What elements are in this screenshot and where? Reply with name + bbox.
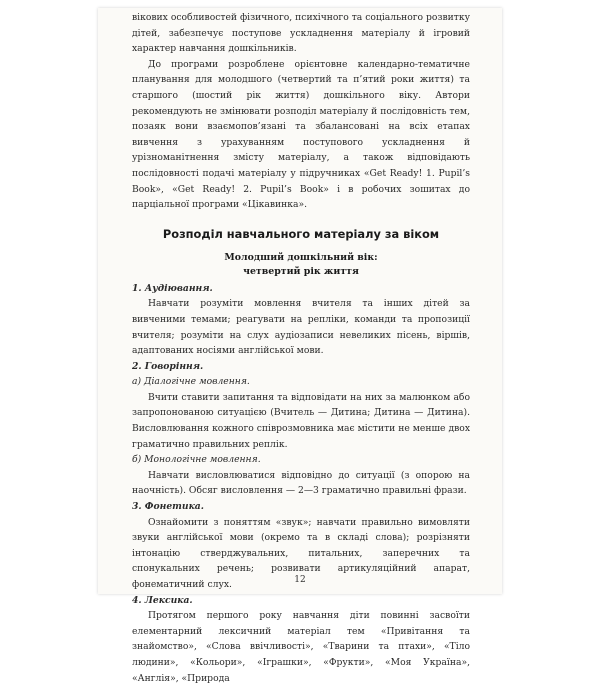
age-group-heading xyxy=(132,251,470,279)
item-fonetyka-title: 3. Фонетика. xyxy=(132,501,204,513)
item-audiovannia-title: 1. Аудіювання. xyxy=(132,282,213,294)
age-group-line-1: Молодший дошкільний вік: xyxy=(224,251,378,263)
item-audiovannia-text: Навчати розуміти мовлення вчителя та інших дітей за вивченими темами; реагувати на репліки, команди та пропозиції вчителя; розуміти на слух аудіозаписи невеликих пісень, віршів, адаптованих носіями англійської мови. xyxy=(132,298,470,357)
item-fonetyka-text: Ознайомити з поняттям «звук»; навчати правильно вимовляти звуки англійської мови (окремо та в складі слова); розрізняти інтонацію стверджувальних, питальних, заперечних та спонукальних речень; розвивати артикуляційний апарат, фонематичний слух. xyxy=(132,516,470,590)
page-number: 12 xyxy=(294,575,306,585)
item-leksyka-text: Протягом першого року навчання діти повинні засвоїти елементарний лексичний матеріал тем «Привітання та знайомство», «Слова ввічливості», «Тварини та птахи», «Тіло людини», «Кольори», «Іграшки», «Фрукти», «Моя Україна», «Англія», «Природа xyxy=(132,610,470,684)
item-monolog-text: Навчати висловлюватися відповідно до ситуації (з опорою на наочність). Обсяг висловлення — 2—3 граматично правильні фрази. xyxy=(132,469,470,497)
intro-paragraph-2: До програми розроблене орієнтовне календарно-тематичне планування для молодшого (четвертий та п’ятий роки життя) та старшого (шостий рік життя) дошкільного віку. Автори рекомендують не змінювати розподіл матеріалу й послідовність тем, позаяк вони взаємопов’язані та збалансовані на всіх етапах вивчення з урахуванням поступового ускладнення й урізноманітнення змісту матеріалу, а також відповідають послідовності подачі матеріалу у підручниках «Get Ready! 1. Pupil’s Book», «Get Ready! 2. Pupil’s Book» і в робочих зошитах до парціальної програми «Цікавинка». xyxy=(132,58,470,211)
item-leksyka-title: 4. Лексика. xyxy=(132,594,193,606)
section-title: Розподіл навчального матеріалу за віком xyxy=(162,226,440,241)
book-page xyxy=(98,8,502,684)
item-govorinnia-title: 2. Говоріння. xyxy=(132,360,204,372)
intro-paragraph-1: вікових особливостей фізичного, психічного та соціального розвитку дітей, забезпечує поступове ускладнення матеріалу й ігровий характер навчання дошкільників. xyxy=(132,12,470,55)
age-group-line-2: четвертий рік життя xyxy=(243,265,359,277)
item-monolog-title: б) Монологічне мовлення. xyxy=(132,454,261,466)
item-dialog-text: Вчити ставити запитання та відповідати на них за малюнком або запропонованою ситуацією (Вчитель — Дитина; Дитина — Дитина). Висловлювання кожного співрозмовника має містити не менше двох граматично правильних реплік. xyxy=(132,391,470,450)
item-dialog-title: а) Діалогічне мовлення. xyxy=(132,376,250,388)
